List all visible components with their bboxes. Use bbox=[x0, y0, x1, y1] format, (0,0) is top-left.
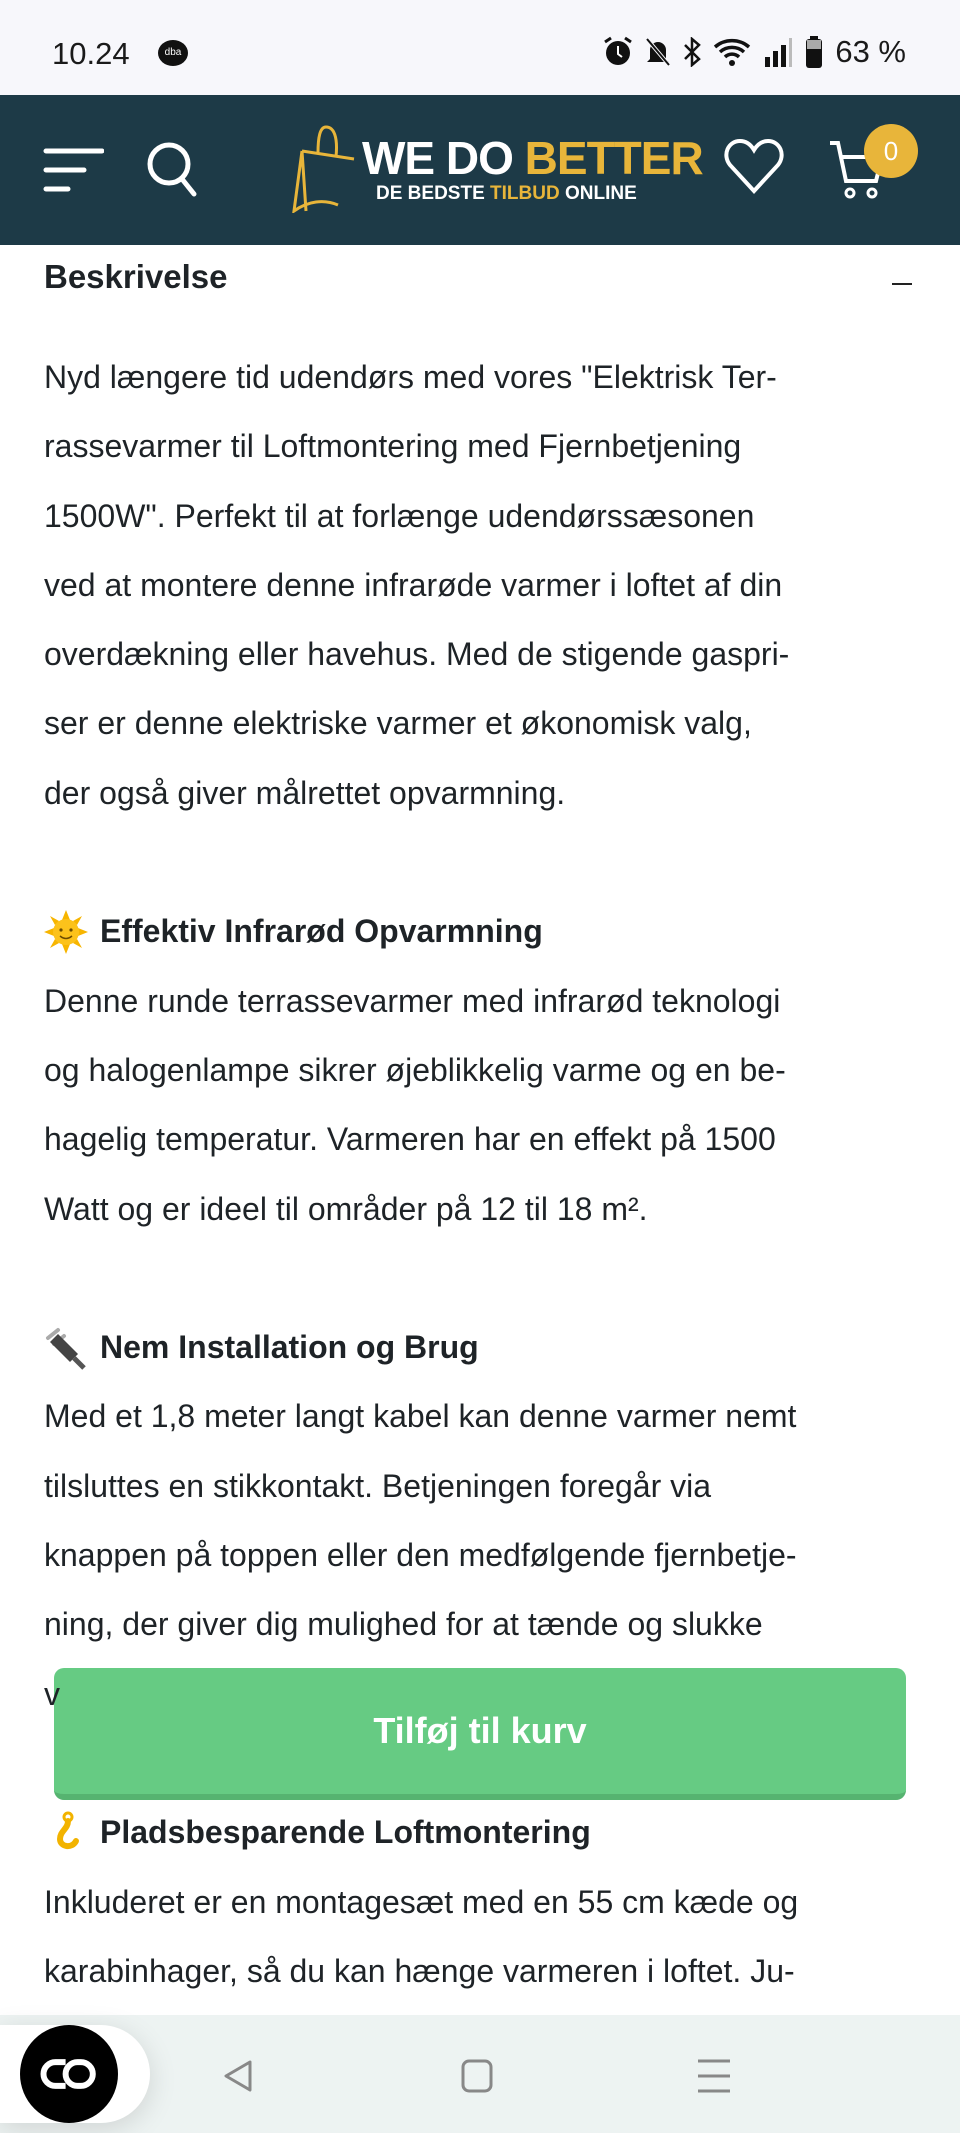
feature-heading bbox=[44, 897, 924, 966]
intro-paragraph bbox=[44, 343, 924, 828]
menu-icon[interactable] bbox=[42, 147, 104, 193]
text-line: v bbox=[44, 1675, 60, 1712]
cart-count-badge: 0 bbox=[864, 124, 918, 178]
hook-icon bbox=[44, 1811, 88, 1855]
text-line: Med et 1,8 meter langt kabel kan denne varmer nemt bbox=[44, 1398, 797, 1435]
text-line: der også giver målrettet opvarmning. bbox=[44, 774, 566, 811]
text-line: ved at montere denne infrarøde varmer i loftet af din bbox=[44, 566, 783, 603]
description-content bbox=[44, 343, 924, 2006]
feature-title: Effektiv Infrarød Opvarmning bbox=[100, 913, 543, 950]
collapse-minus-icon[interactable] bbox=[892, 283, 912, 285]
signal-icon bbox=[763, 37, 793, 67]
description-heading[interactable]: Beskrivelse bbox=[44, 258, 228, 295]
logo-text-better: BETTER bbox=[524, 132, 703, 184]
text-line: tilsluttes en stikkontakt. Betjeningen foregår via bbox=[44, 1467, 712, 1504]
logo-sub-2: TILBUD bbox=[490, 183, 560, 204]
bluetooth-icon bbox=[683, 37, 701, 67]
text-line: karabinhager, så du kan hænge varmeren i loftet. Ju- bbox=[44, 1952, 795, 1989]
mute-icon bbox=[645, 37, 671, 67]
search-icon[interactable] bbox=[145, 140, 199, 200]
text-line: hagelig temperatur. Varmeren har en effekt på 1500 bbox=[44, 1121, 776, 1158]
add-to-cart-button[interactable]: Tilføj til kurv bbox=[54, 1668, 906, 1800]
battery-percent: 63 % bbox=[835, 34, 906, 69]
wishlist-heart-icon[interactable] bbox=[722, 135, 786, 199]
chat-logo-icon bbox=[39, 2057, 99, 2091]
text-line: overdækning eller havehus. Med de stigende gaspri- bbox=[44, 636, 790, 673]
text-line: Nyd længere tid udendørs med vores "Elektrisk Ter- bbox=[44, 359, 777, 395]
chat-widget-button[interactable] bbox=[20, 2025, 118, 2123]
text-line: ning, der giver dig mulighed for at tænde og slukke bbox=[44, 1606, 763, 1643]
text-line: knappen på toppen eller den medfølgende fjernbetje- bbox=[44, 1537, 797, 1574]
text-line: Watt og er ideel til områder på 12 til 18 m². bbox=[44, 1190, 648, 1227]
back-icon[interactable] bbox=[222, 2059, 254, 2093]
battery-icon bbox=[805, 36, 823, 68]
home-icon[interactable] bbox=[460, 2058, 494, 2094]
status-time: 10.24 bbox=[52, 36, 130, 71]
feature-heading bbox=[44, 1313, 924, 1382]
feature-title: Nem Installation og Brug bbox=[100, 1329, 479, 1366]
plug-icon bbox=[44, 1326, 88, 1370]
logo-sub-1: DE BEDSTE bbox=[376, 183, 491, 204]
site-header bbox=[0, 95, 960, 245]
feature-heading bbox=[44, 1798, 924, 1867]
status-bar bbox=[0, 0, 960, 95]
text-line: og halogenlampe sikrer øjeblikkelig varme og en be- bbox=[44, 1051, 786, 1088]
text-line: Inkluderet er en montagesæt med en 55 cm kæde og bbox=[44, 1883, 799, 1920]
text-line: rassevarmer til Loftmontering med Fjernbetjening bbox=[44, 428, 742, 465]
alarm-icon bbox=[603, 36, 633, 68]
shopping-bag-logo-icon bbox=[290, 123, 362, 213]
text-line: ser er denne elektriske varmer et økonomisk valg, bbox=[44, 705, 752, 742]
dba-notification-icon: dba bbox=[158, 40, 188, 66]
feature-title: Pladsbesparende Loftmontering bbox=[100, 1814, 591, 1851]
logo-sub-3: ONLINE bbox=[559, 183, 637, 204]
text-line: Denne runde terrassevarmer med infrarød teknologi bbox=[44, 982, 781, 1019]
site-logo[interactable] bbox=[290, 123, 703, 213]
recents-icon[interactable] bbox=[696, 2058, 732, 2094]
text-line: 1500W". Perfekt til at forlænge udendørssæsonen bbox=[44, 497, 755, 534]
wifi-icon bbox=[713, 37, 751, 67]
logo-text-we-do: WE DO bbox=[362, 132, 525, 184]
sun-icon bbox=[44, 910, 88, 954]
